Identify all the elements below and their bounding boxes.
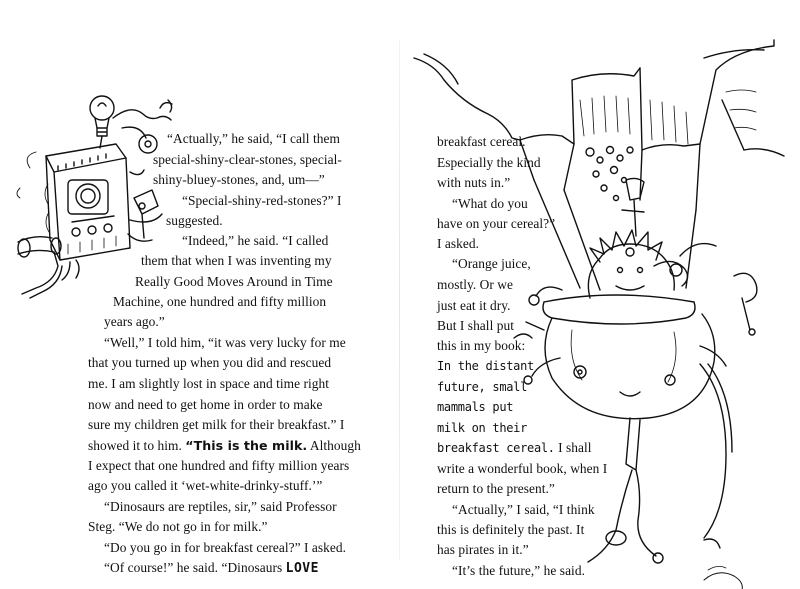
love-word: LOVE (285, 561, 319, 576)
text-line-love (104, 558, 319, 579)
text-line: “Orange juice, (452, 256, 531, 271)
text-line: Machine, one hundred and fifty million (113, 294, 327, 309)
text-line: “What do you (452, 196, 528, 211)
text-line: ago you called it ‘wet-white-drinky-stuff.’” (88, 478, 323, 493)
text-line: special-shiny-clear-stones, special- (153, 152, 342, 167)
text-line: now and need to get home in order to make (88, 397, 323, 412)
handwritten-line: In the distant (437, 359, 534, 373)
text-line: “Do you go in for breakfast cereal?” I asked. (104, 540, 347, 555)
text-line: has pirates in it.” (437, 542, 529, 557)
text-line: years ago.” (104, 314, 165, 329)
text-line-suffix: I shall (558, 440, 592, 455)
milk-phrase: “This is the milk. (185, 438, 308, 453)
text-line: Steg. “We do not go in for milk.” (88, 519, 268, 534)
handwritten-line: mammals put (437, 400, 514, 414)
text-line: I asked. (437, 236, 480, 251)
text-line: me. I am slightly lost in space and time right (88, 376, 330, 391)
lightbulb-icon (90, 96, 114, 148)
milk-line-prefix: showed it to him. (88, 438, 182, 453)
handwritten-line: milk on their (437, 421, 528, 435)
text-line: “Actually,” I said, “I think (452, 502, 595, 517)
text-line: breakfast cereal. (437, 134, 526, 149)
pipes (18, 237, 79, 298)
text-line: shiny-bluey-stones, and, um—” (153, 172, 325, 187)
page-gutter (399, 40, 400, 560)
love-line-prefix: “Of course!” he said. “Dinosaurs (104, 560, 283, 575)
text-line-handwritten-end (437, 438, 592, 458)
text-line: with nuts in.” (437, 175, 511, 190)
text-line: “Indeed,” he said. “I called (182, 233, 329, 248)
text-line: write a wonderful book, when I (437, 461, 608, 476)
text-line: that you turned up when you did and rescued (88, 355, 332, 370)
bubbles (586, 147, 633, 201)
side-gizmos (514, 273, 757, 338)
text-line: this is definitely the past. It (437, 522, 585, 537)
text-line: sure my children get milk for their breakfast.” I (88, 417, 345, 432)
text-line: “It’s the future,” he said. (452, 563, 585, 578)
dinosaur-head (588, 230, 716, 298)
text-line: mostly. Or we (437, 277, 514, 292)
text-line: suggested. (166, 213, 223, 228)
text-line: “Well,” I told him, “it was very lucky for me (104, 335, 346, 350)
text-line-milk (88, 436, 361, 456)
milk-line-suffix: Although (309, 438, 361, 453)
text-line: just eat it dry. (437, 298, 511, 313)
handwritten-line: future, small (437, 380, 528, 394)
text-line: “Special-shiny-red-stones?” I (182, 193, 342, 208)
text-line: return to the present.” (437, 481, 555, 496)
text-line: have on your cereal?” (437, 216, 556, 231)
text-line: “Actually,” he said, “I call them (167, 131, 340, 146)
text-line: “Dinosaurs are reptiles, sir,” said Professor (104, 499, 337, 514)
text-line: this in my book: (437, 338, 526, 353)
machine-box (45, 144, 130, 260)
text-line: Really Good Moves Around in Time (135, 274, 333, 289)
text-line: But I shall put (437, 318, 515, 333)
basket (524, 295, 726, 419)
text-line: them that when I was inventing my (141, 253, 332, 268)
handwritten-line: breakfast cereal. (437, 441, 555, 455)
text-line: I expect that one hundred and fifty million years (88, 458, 350, 473)
dangling-parts (588, 364, 742, 589)
text-line: Especially the kind (437, 155, 541, 170)
